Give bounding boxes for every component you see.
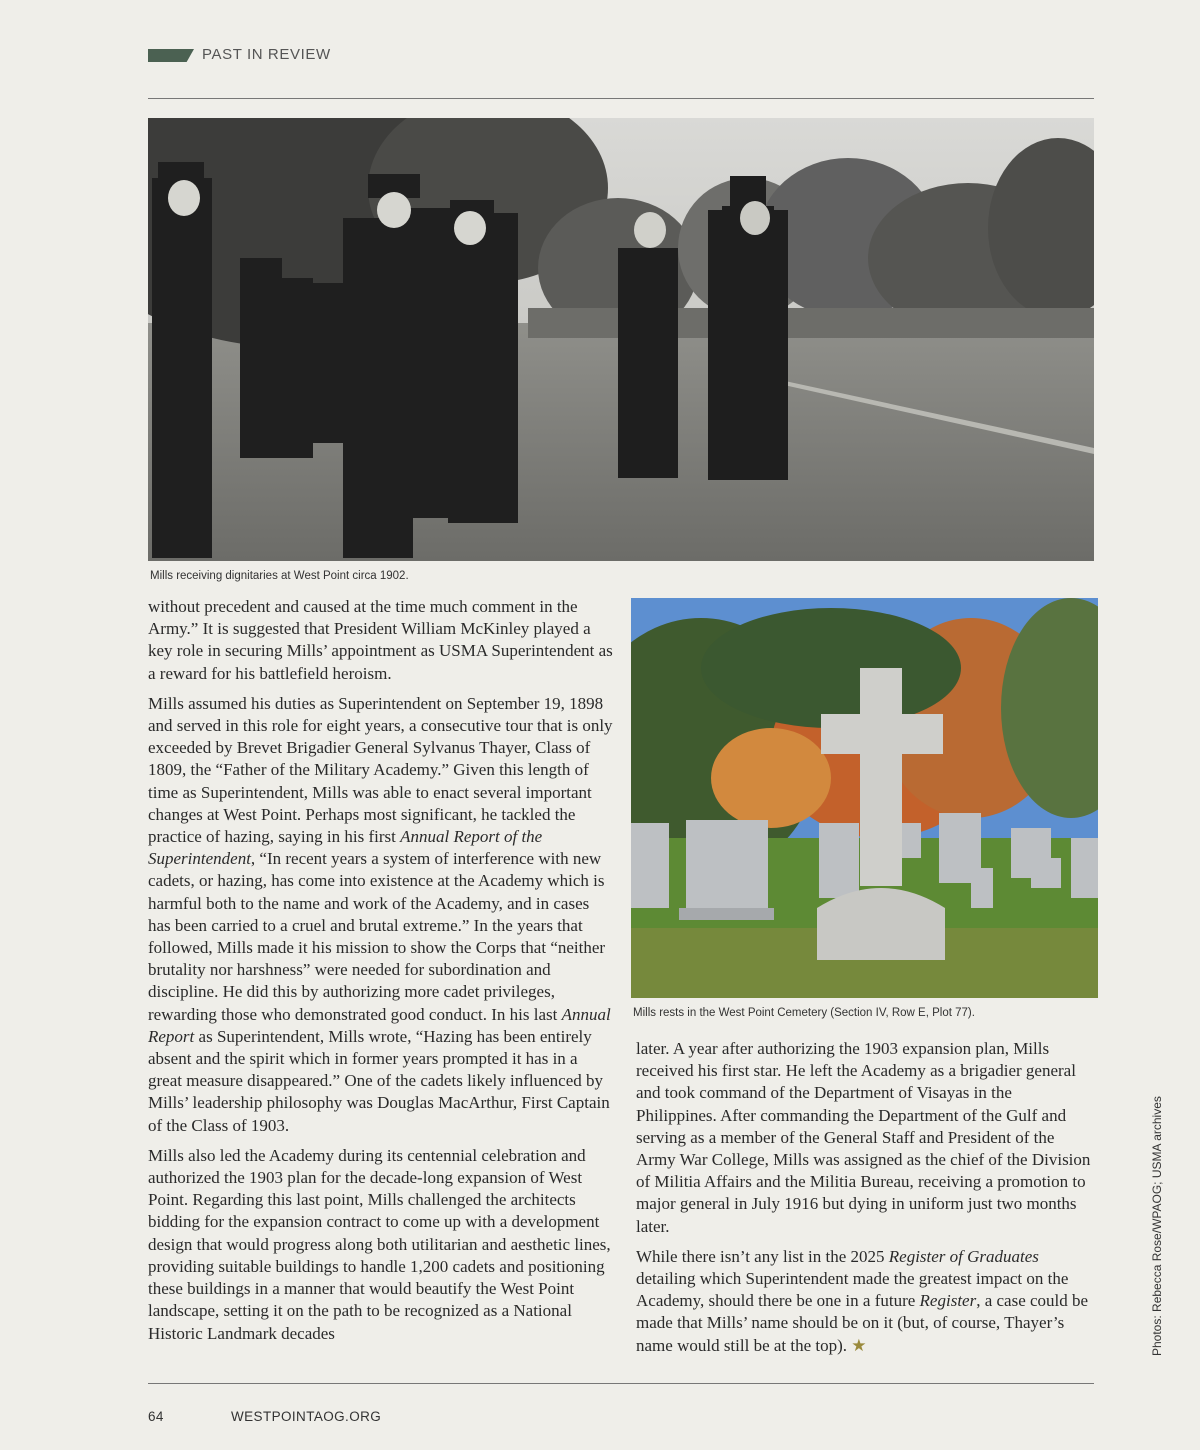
end-star-icon: ★ [851, 1335, 867, 1355]
paragraph: without precedent and caused at the time much comment in the Army.” It is suggested that President William McKinley played a key role in securing Mills’ appointment as USMA Superintendent as a reward for his battlefield heroism. [148, 597, 613, 683]
historic-photo-caption: Mills receiving dignitaries at West Point circa 1902. [150, 570, 409, 582]
cemetery-photo-caption: Mills rests in the West Point Cemetery (Section IV, Row E, Plot 77). [633, 1007, 975, 1019]
cemetery-cross-photo [631, 598, 1098, 998]
section-flag-icon [148, 49, 194, 62]
paragraph: later. A year after authorizing the 1903 expansion plan, Mills received his first star. He left the Academy as a brigadier general and took command of the Department of Visayas in the Philippines. After commanding the Department of the Gulf and serving as a member of the General Staff and President of the Army War College, Mills was assigned as the chief of the Division of Militia Affairs and the Militia Bureau, receiving a promotion to major general in July 1916 but dying in uniform just two months later. [636, 1039, 1091, 1236]
italic-title: Annual Report [148, 1004, 611, 1046]
italic-title: Register of Graduates [888, 1246, 1039, 1266]
paragraph: While there isn’t any list in the 2025 Register of Graduates detailing which Superintendent made the greatest impact on the Academy, should there be one in a future Register, a case could be made that Mills’ name should be on it (but, of course, Thayer’s name would still be at the top). ★ [636, 1246, 1089, 1355]
page-number: 64 [148, 1409, 164, 1424]
photo-credit-text: Photos: Rebecca Rose/WPAOG; USMA archives [1150, 1096, 1164, 1356]
italic-title: Register [919, 1291, 977, 1311]
article-column-right [636, 1038, 1096, 1365]
italic-title: Annual Report of the Superintendent [148, 827, 543, 869]
site-url: WESTPOINTAOG.ORG [231, 1409, 382, 1424]
historic-ceremony-photo [148, 118, 1094, 561]
paragraph: Mills also led the Academy during its centennial celebration and authorized the 1903 plan for the decade-long expansion of West Point. Regarding this last point, Mills challenged the architects bidding for the expansion contract to come up with a development design that would progress along both utilitarian and aesthetic lines, providing suitable buildings to handle 1,200 cadets and positioning these buildings in a manner that would beautify the West Point landscape, setting it on the path to be recognized as a National Historic Landmark decades [148, 1145, 611, 1343]
paragraph: Mills assumed his duties as Superintendent on September 19, 1898 and served in this role for eight years, a consecutive tour that is only exceeded by Brevet Brigadier General Sylvanus Thayer, Class of 1809, the “Father of the Military Academy.” Given this length of time as Superintendent, Mills was able to enact several important changes at West Point. Perhaps most significant, he tackled the practice of hazing, saying in his first Annual Report of the Superintendent, “In recent years a system of interference with new cadets, or hazing, has come into existence at the Academy which is harmful both to the name and work of the Academy, and in cases has been carried to a cruel and brutal extreme.” In the years that followed, Mills made it his mission to show the Corps that “neither brutality nor harshness” were needed for subordination and discipline. He did this by authorizing more cadet privileges, rewarding those who demonstrated good conduct. In his last Annual Report as Superintendent, Mills wrote, “Hazing has been entirely absent and the spirit which in former years prompted it has in a great measure disappeared.” One of the cadets likely influenced by Mills’ leadership philosophy was Douglas MacArthur, First Captain of the Class of 1903. [148, 693, 613, 1135]
footer-rule [148, 1383, 1094, 1384]
header-rule [148, 98, 1094, 99]
photo-credit [1150, 1096, 1168, 1356]
section-label: PAST IN REVIEW [202, 46, 331, 63]
article-column-left [148, 596, 614, 1353]
